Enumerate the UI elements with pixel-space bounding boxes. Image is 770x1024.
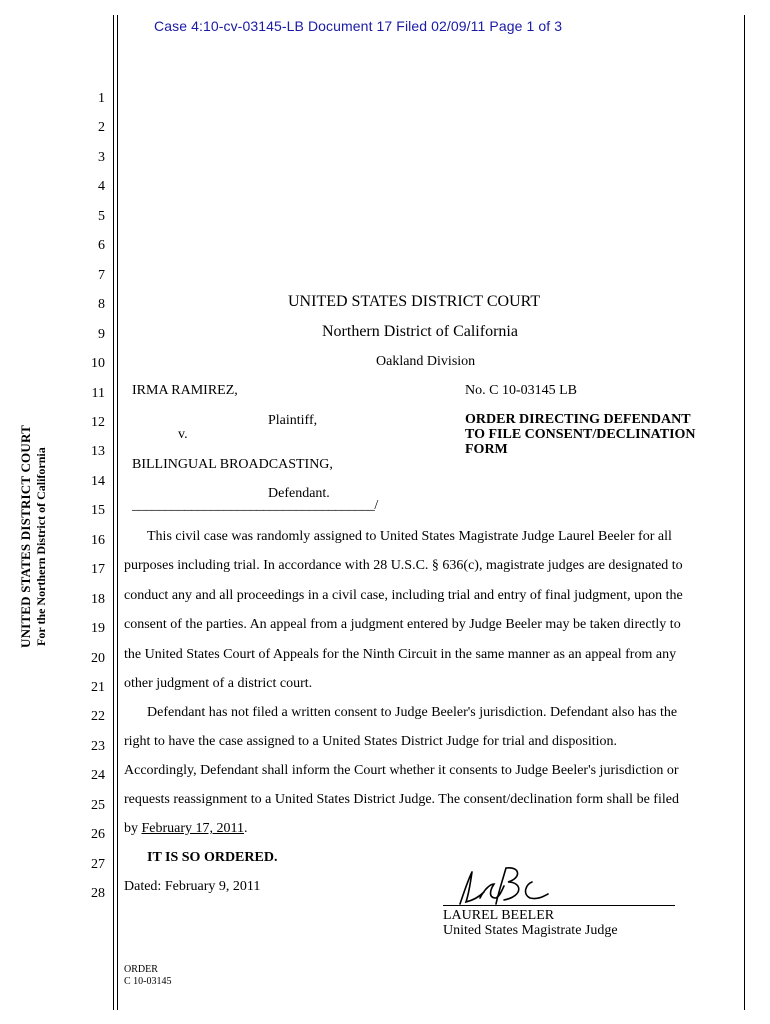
line-number: 11 [91,385,105,401]
deadline-prefix: by [124,821,142,836]
line-number: 4 [98,179,105,195]
division-title: Oakland Division [376,354,476,369]
defendant-role: Defendant. [268,486,330,501]
line-number: 9 [98,326,105,342]
line-number: 14 [91,473,105,489]
line-number: 19 [91,621,105,637]
dated-line: Dated: February 9, 2011 [124,879,261,894]
court-sidebar [0,0,60,1024]
line-number: 22 [91,709,105,725]
plaintiff-name: IRMA RAMIREZ, [132,383,238,398]
line-number: 5 [98,208,105,224]
caption-separator: _____________________________________/ [132,498,378,513]
defendant-name: BILLINGUAL BROADCASTING, [132,457,333,472]
body-line: conduct any and all proceedings in a civil case, including trial and entry of final judgment, upon the [124,588,683,603]
line-number: 6 [98,238,105,254]
line-number: 24 [91,768,105,784]
case-number: No. C 10-03145 LB [465,383,577,398]
line-number: 3 [98,149,105,165]
body-line: This civil case was randomly assigned to United States Magistrate Judge Laurel Beeler for all [147,529,672,544]
footer-case: C 10-03145 [124,976,172,987]
body-line: purposes including trial. In accordance with 28 U.S.C. § 636(c), magistrate judges are designated to [124,558,683,573]
judge-name: LAUREL BEELER [443,908,555,923]
body-line: Defendant has not filed a written consent to Judge Beeler's jurisdiction. Defendant also has the [147,705,678,720]
so-ordered: IT IS SO ORDERED. [147,850,278,865]
line-number: 1 [98,91,105,106]
order-title-line-2: TO FILE CONSENT/DECLINATION [465,427,696,442]
line-number: 26 [91,827,105,843]
body-line: the United States Court of Appeals for the Ninth Circuit in the same manner as an appeal from any [124,647,677,662]
right-margin-rule [744,15,745,1010]
judge-title: United States Magistrate Judge [443,923,618,938]
line-number: 15 [91,503,105,519]
line-number: 8 [98,297,105,313]
left-margin-rule-1 [113,15,114,1010]
filing-header: Case 4:10-cv-03145-LB Document 17 Filed 02/09/11 Page 1 of 3 [154,18,563,34]
footer-order: ORDER [124,964,158,975]
deadline-date: February 17, 2011 [141,821,245,836]
body-line: consent of the parties. An appeal from a judgment entered by Judge Beeler may be taken directly to [124,617,681,632]
signature-line [443,905,675,906]
line-number: 10 [91,356,105,372]
order-title-line-3: FORM [465,442,508,457]
sidebar-district: For the Northern District of California [34,447,48,646]
line-number: 23 [91,738,105,754]
line-number: 13 [91,444,105,460]
versus: v. [178,427,188,442]
line-number: 25 [91,797,105,813]
line-number: 28 [91,886,105,902]
district-title: Northern District of California [322,323,518,340]
deadline-suffix: . [244,821,248,836]
body-line: requests reassignment to a United States District Judge. The consent/declination form shall be filed [124,792,679,807]
line-number: 20 [91,650,105,666]
line-number: 2 [98,120,105,136]
line-number: 17 [91,562,105,578]
body-line: right to have the case assigned to a United States District Judge for trial and disposition. [124,734,618,749]
line-number: 27 [91,856,105,872]
left-margin-rule-2 [117,15,118,1010]
line-number: 18 [91,591,105,607]
sidebar-court-name: UNITED STATES DISTRICT COURT [18,425,33,648]
line-number: 7 [98,267,105,283]
line-number: 16 [91,532,105,548]
deadline-line [124,821,248,837]
court-title: UNITED STATES DISTRICT COURT [288,293,541,310]
order-title-line-1: ORDER DIRECTING DEFENDANT [465,412,691,427]
line-number: 21 [91,680,105,695]
plaintiff-role: Plaintiff, [268,413,318,428]
body-line: other judgment of a district court. [124,676,313,691]
line-number: 12 [91,414,105,430]
body-line: Accordingly, Defendant shall inform the Court whether it consents to Judge Beeler's jurisdiction or [124,763,679,778]
